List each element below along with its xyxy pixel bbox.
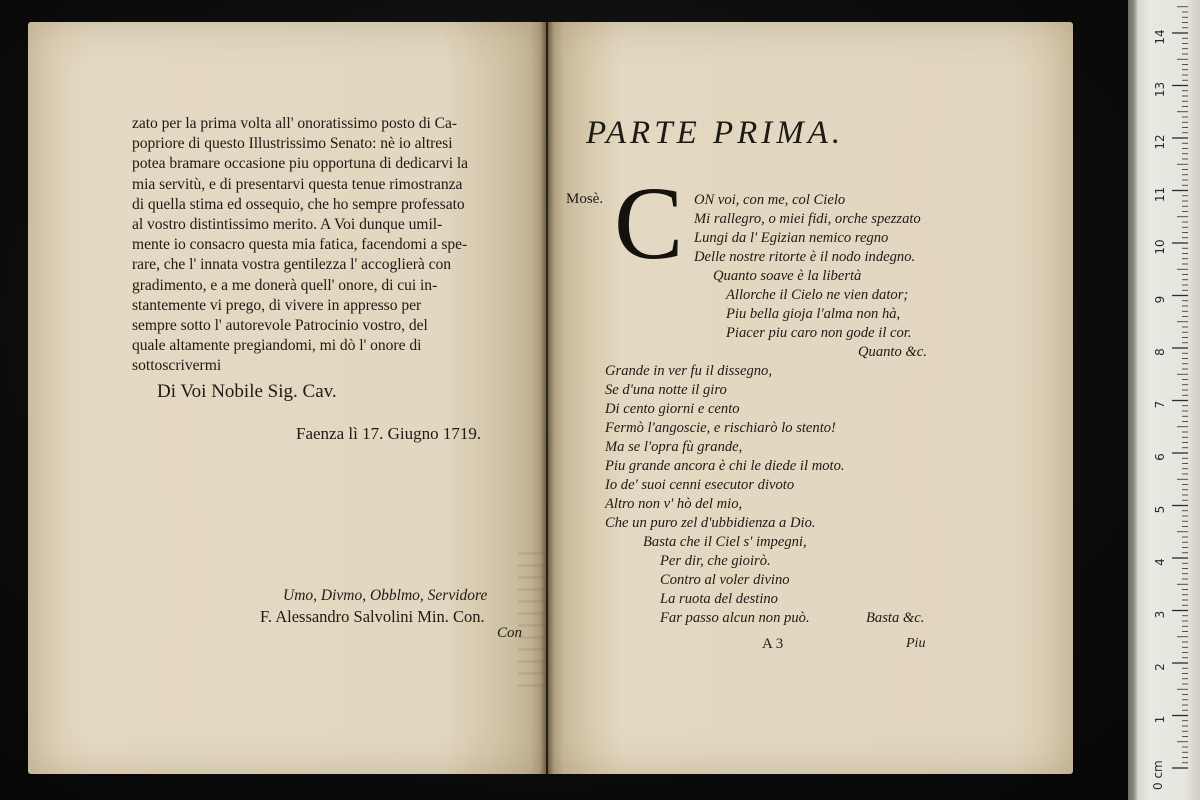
ruler-number: 7 bbox=[1153, 400, 1167, 409]
verse-line: Di cento giorni e cento bbox=[605, 401, 740, 417]
dedication-line: quale altamente pregiandomi, mi dò l' onore di bbox=[132, 337, 422, 355]
closing-salutation: Di Voi Nobile Sig. Cav. bbox=[157, 381, 337, 402]
catchword-left: Con bbox=[497, 625, 523, 641]
verse-line: ON voi, con me, col Cielo bbox=[694, 192, 846, 208]
dedication-line: stantemente vi prego, di vivere in appresso per bbox=[132, 296, 422, 314]
verse-line: Fermò l'angoscie, e rischiarò lo stento! bbox=[605, 420, 836, 436]
catchword-right: Piu bbox=[906, 636, 926, 651]
dedication-line: gradimento, e a me donerà quell' onore, di cui in- bbox=[132, 276, 438, 294]
dedication-line: zato per la prima volta all' onoratissimo posto di Ca- bbox=[132, 115, 458, 132]
verse-line: La ruota del destino bbox=[660, 591, 778, 607]
dedication-line: sempre sotto l' autorevole Patrocinio vostro, del bbox=[132, 316, 428, 334]
ruler-number: 1 bbox=[1153, 715, 1167, 724]
verse-line: Che un puro zel d'ubbidienza a Dio. bbox=[605, 515, 816, 531]
open-book bbox=[28, 22, 1073, 774]
page-title: PARTE PRIMA. bbox=[586, 115, 845, 151]
verse-line: Io de' suoi cenni esecutor divoto bbox=[605, 477, 795, 493]
verse-line: Far passo alcun non può. bbox=[660, 610, 810, 626]
dedication-line: al vostro distintissimo merito. A Voi dunque umil- bbox=[132, 215, 443, 233]
signature-servant-line: Umo, Divmo, Obblmo, Servidore bbox=[283, 587, 488, 604]
verse-line: Ma se l'opra fù grande, bbox=[605, 439, 743, 455]
signature-name: F. Alessandro Salvolini Min. Con. bbox=[260, 607, 485, 626]
verse-line: Delle nostre ritorte è il nodo indegno. bbox=[694, 249, 916, 265]
ruler-number: 2 bbox=[1153, 663, 1167, 671]
dedication-line: rare, che l' innata vostra gentilezza l' accoglierà con bbox=[132, 256, 452, 274]
verse-line: Se d'una notte il giro bbox=[605, 382, 727, 398]
speaker-name: Mosè. bbox=[566, 191, 604, 207]
ruler-unit-label: 0 cm bbox=[1151, 760, 1165, 790]
drop-cap: C bbox=[614, 166, 684, 281]
right-page bbox=[548, 22, 1073, 774]
measuring-ruler bbox=[1128, 0, 1200, 800]
ruler-number: 10 bbox=[1153, 239, 1167, 255]
ruler-number: 5 bbox=[1153, 505, 1167, 514]
verse-line: Per dir, che gioirò. bbox=[660, 553, 771, 569]
dateline: Faenza lì 17. Giugno 1719. bbox=[296, 424, 482, 443]
verse-line: Piu grande ancora è chi le diede il moto. bbox=[605, 458, 845, 474]
ruler-number: 8 bbox=[1153, 348, 1167, 356]
verse-line: Mi rallegro, o miei fidi, orche spezzato bbox=[694, 211, 921, 227]
ruler-number: 13 bbox=[1153, 81, 1167, 98]
dedication-line: popriore di questo Illustrissimo Senato: nè io altresi bbox=[132, 135, 453, 153]
dedication-line: mia servitù, e di presentarvi questa tenue rimostranza bbox=[132, 175, 463, 193]
ruler-number: 4 bbox=[1153, 558, 1167, 566]
dedication-line: di quella stima ed ossequio, che ho sempre professato bbox=[132, 195, 465, 213]
ruler-scale bbox=[1128, 0, 1200, 800]
ruler-number: 14 bbox=[1153, 29, 1167, 45]
verse-line: Basta &c. bbox=[866, 610, 925, 626]
verse-line: Grande in ver fu il dissegno, bbox=[605, 363, 773, 379]
dedication-line: potea bramare occasione piu opportuna di dedicarvi la bbox=[132, 155, 469, 173]
dedication-line: sottoscrivermi bbox=[132, 357, 222, 375]
verse-line: Piu bella gioja l'alma non hà, bbox=[726, 306, 901, 322]
ruler-number: 6 bbox=[1153, 453, 1167, 461]
verse-line: Quanto &c. bbox=[858, 344, 927, 360]
verse-line: Piacer piu caro non gode il cor. bbox=[726, 325, 912, 341]
ruler-number: 11 bbox=[1153, 186, 1167, 203]
ruler-number: 3 bbox=[1153, 610, 1167, 619]
verse-line: Quanto soave è la libertà bbox=[713, 268, 862, 284]
ruler-number: 9 bbox=[1153, 295, 1167, 304]
book-gutter bbox=[540, 22, 554, 774]
signature-mark: A 3 bbox=[762, 636, 784, 652]
verse-line: Allorche il Cielo ne vien dator; bbox=[726, 287, 909, 303]
dedication-text bbox=[132, 114, 546, 376]
left-page bbox=[28, 22, 546, 774]
verse-line: Lungi da l' Egizian nemico regno bbox=[694, 230, 889, 246]
ruler-number: 12 bbox=[1153, 134, 1167, 150]
verse-line: Contro al voler divino bbox=[660, 572, 790, 588]
dedication-line: mente io consacro questa mia fatica, facendomi a spe- bbox=[132, 236, 468, 254]
verse-line: Basta che il Ciel s' impegni, bbox=[643, 534, 807, 550]
verse-line: Altro non v' hò del mio, bbox=[605, 496, 743, 512]
